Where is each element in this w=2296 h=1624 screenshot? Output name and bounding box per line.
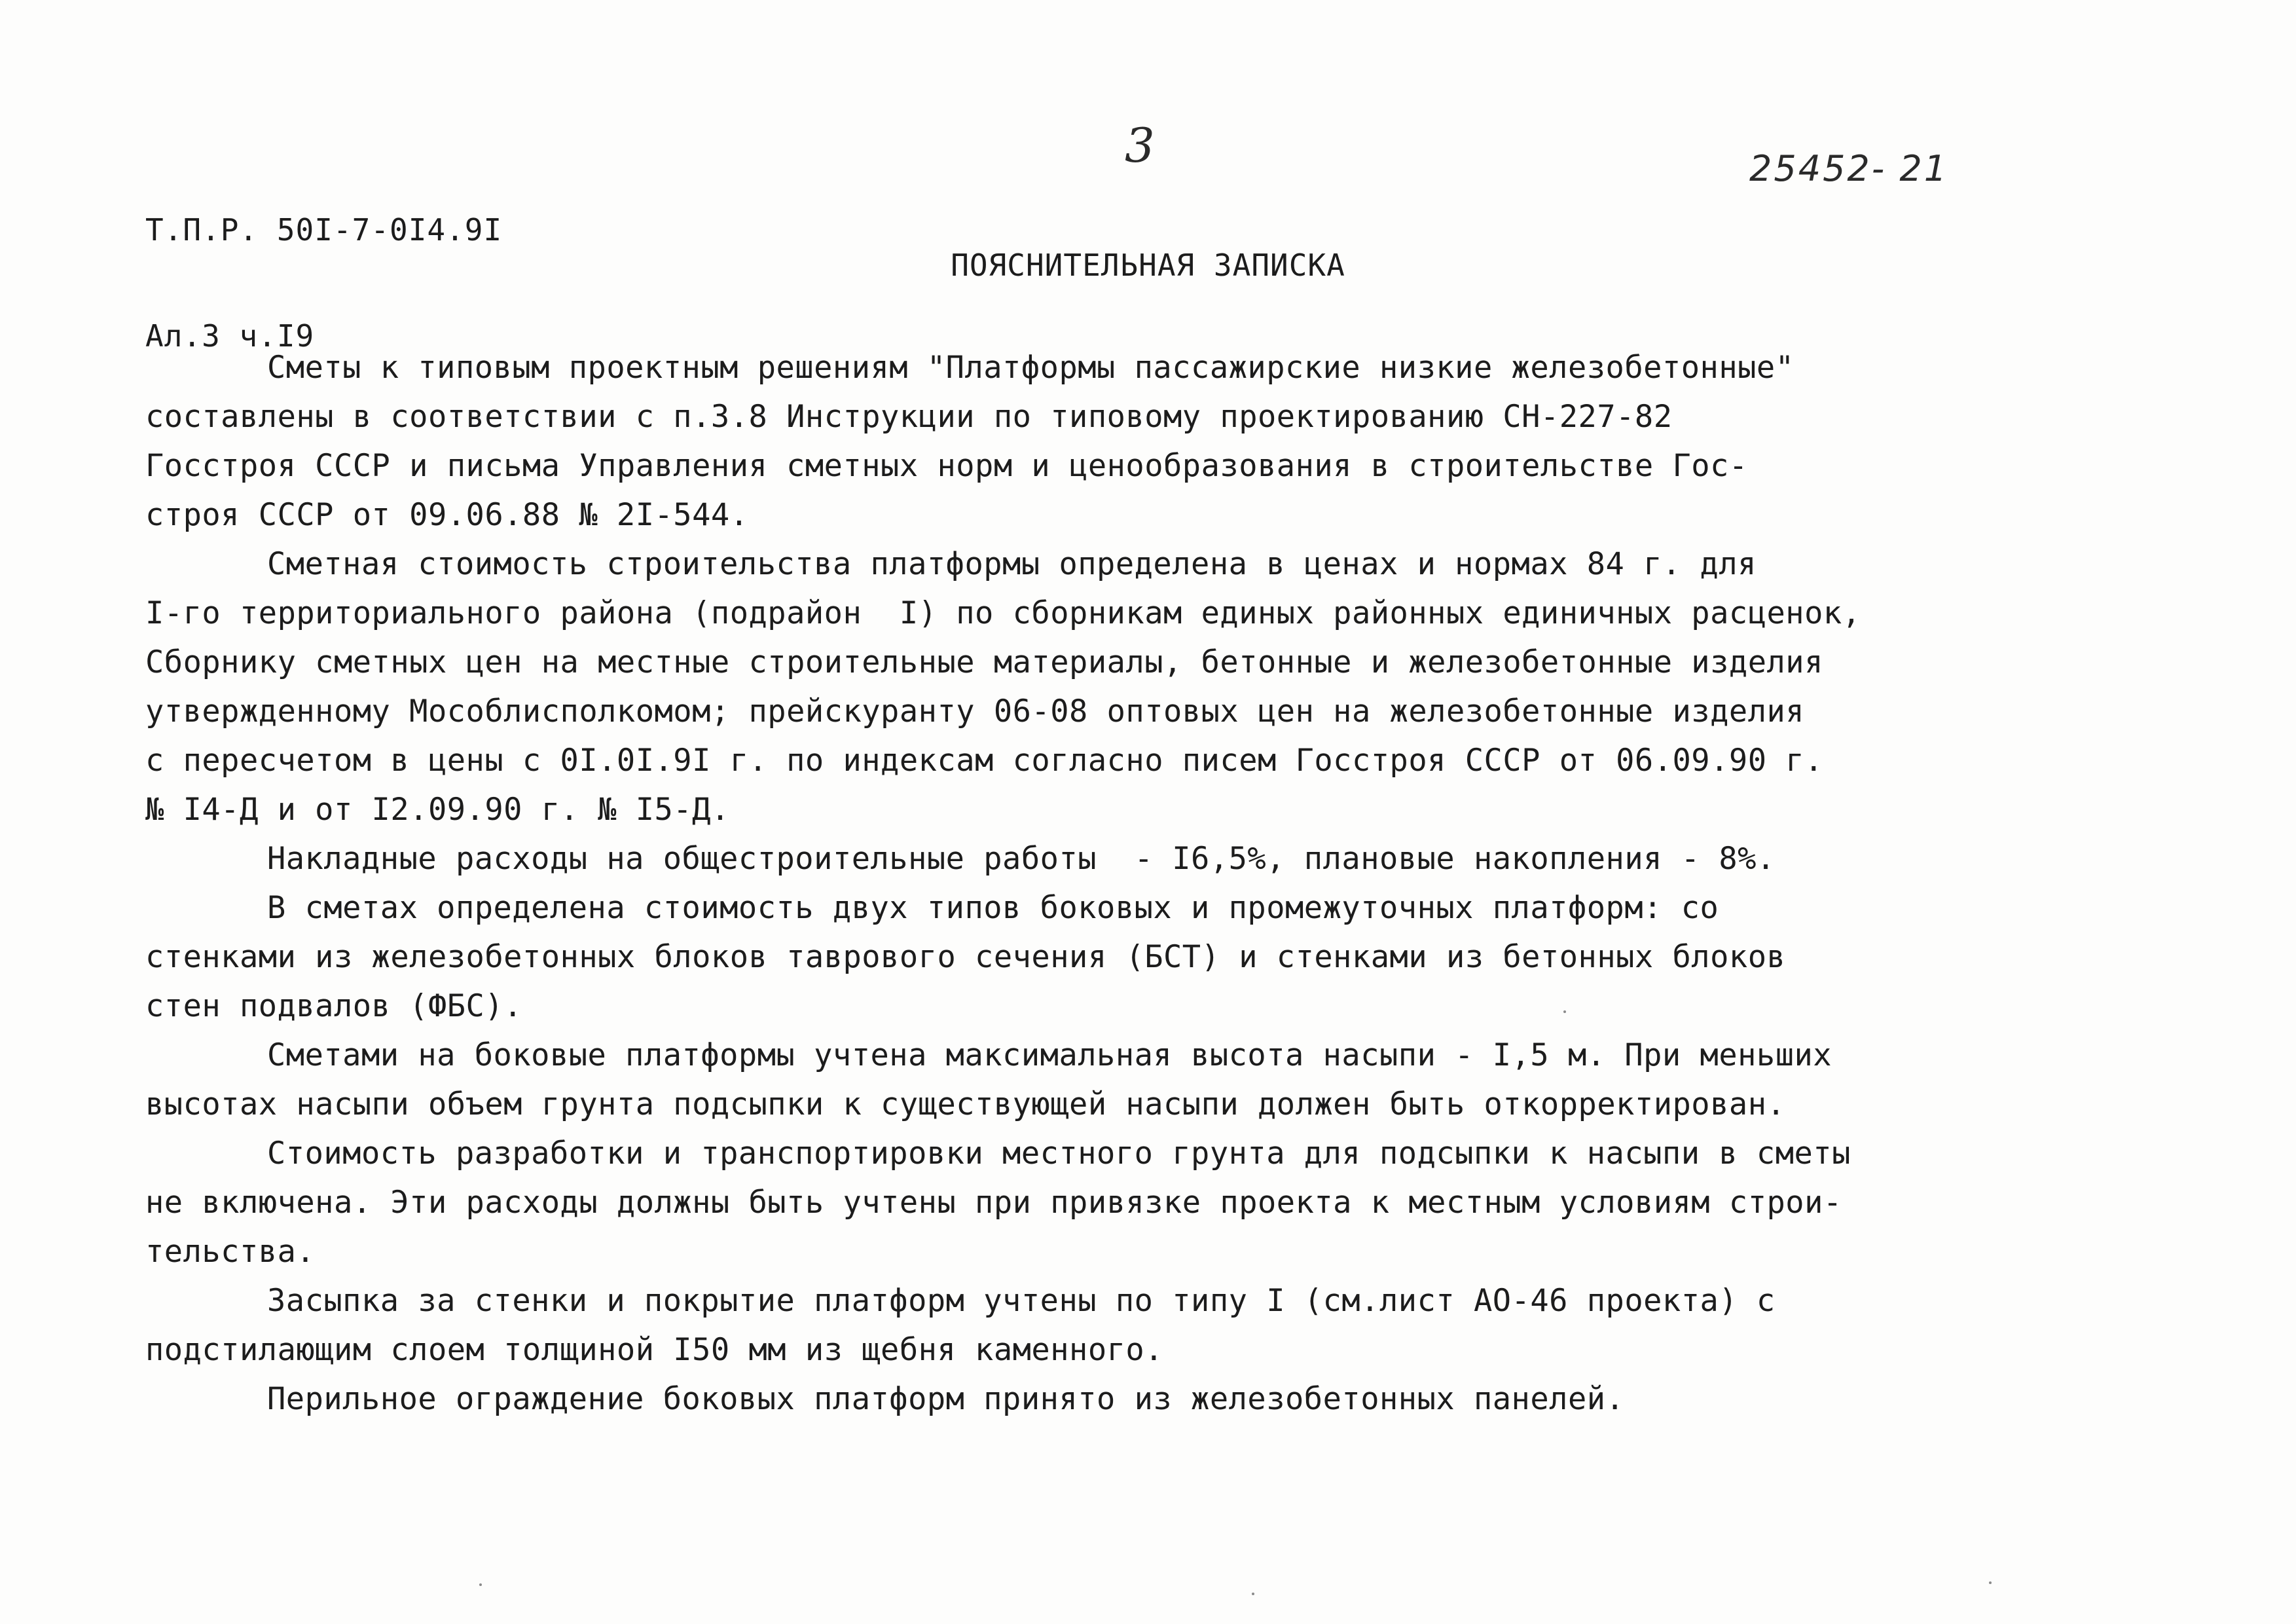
paragraph-line: подстилающим слоем толщиной I50 мм из щебня каменного. <box>145 1332 1164 1368</box>
paragraph-line: Сметная стоимость строительства платформы определена в ценах и нормах 84 г. для <box>267 546 1757 582</box>
paragraph-line: Сметы к типовым проектным решениям "Платформы пассажирские низкие железобетонные" <box>267 350 1795 386</box>
paragraph-line: Госстроя СССР и письма Управления сметных норм и ценообразования в строительстве Гос- <box>145 448 1748 484</box>
document-code-line-2: Ал.3 ч.I9 <box>145 318 315 354</box>
paragraph-line: с пересчетом в цены с 0I.0I.9I г. по индексам согласно писем Госстроя СССР от 06.09.90 г. <box>145 743 1823 779</box>
scan-speck <box>1252 1593 1254 1595</box>
paragraph-line: не включена. Эти расходы должны быть учтены при привязке проекта к местным условиям строи- <box>145 1185 1842 1221</box>
scan-speck <box>1989 1581 1992 1584</box>
paragraph-line: Перильное ограждение боковых платформ принято из железобетонных панелей. <box>267 1381 1625 1417</box>
handwritten-page-number: 3 <box>1125 118 1155 173</box>
scan-speck <box>479 1583 482 1586</box>
paragraph-line: Сборнику сметных цен на местные строительные материалы, бетонные и железобетонные изделия <box>145 644 1823 680</box>
paragraph-line: стенками из железобетонных блоков таврового сечения (БСТ) и стенками из бетонных блоков <box>145 939 1786 975</box>
paragraph-line: Сметами на боковые платформы учтена максимальная высота насыпи - I,5 м. При меньших <box>267 1037 1832 1073</box>
paragraph-line: строя СССР от 09.06.88 № 2I-544. <box>145 497 749 533</box>
paragraph-line: утвержденному Мособлисполкомом; прейскуранту 06-08 оптовых цен на железобетонные изделия <box>145 693 1805 729</box>
paragraph-line: Засыпка за стенки и покрытие платформ учтены по типу I (см.лист АО-46 проекта) с <box>267 1283 1776 1319</box>
paragraph-line: I-го территориального района (подрайон I) по сборникам единых районных единичных расценок, <box>145 595 1861 631</box>
paragraph-line: Накладные расходы на общестроительные работы - I6,5%, плановые накопления - 8%. <box>267 841 1776 877</box>
paragraph-line: тельства. <box>145 1234 316 1270</box>
paragraph-line: высотах насыпи объем грунта подсыпки к существующей насыпи должен быть откорректирован. <box>145 1086 1786 1122</box>
handwritten-inventory-number: 25452- 21 <box>1749 148 1949 189</box>
paragraph-line: составлены в соответствии с п.3.8 Инструкции по типовому проектированию СН-227-82 <box>145 399 1673 435</box>
paragraph-line: стен подвалов (ФБС). <box>145 988 522 1024</box>
document-title: ПОЯСНИТЕЛЬНАЯ ЗАПИСКА <box>951 248 1345 283</box>
paragraph-line: № I4-Д и от I2.09.90 г. № I5-Д. <box>145 792 730 828</box>
scan-speck <box>1563 1010 1566 1013</box>
document-code-line-1: Т.П.Р. 50I-7-0I4.9I <box>145 212 503 248</box>
document-body <box>145 343 1861 1424</box>
paragraph-line: В сметах определена стоимость двух типов боковых и промежуточных платформ: со <box>267 890 1719 926</box>
paragraph-line: Стоимость разработки и транспортировки местного грунта для подсыпки к насыпи в сметы <box>267 1135 1851 1172</box>
